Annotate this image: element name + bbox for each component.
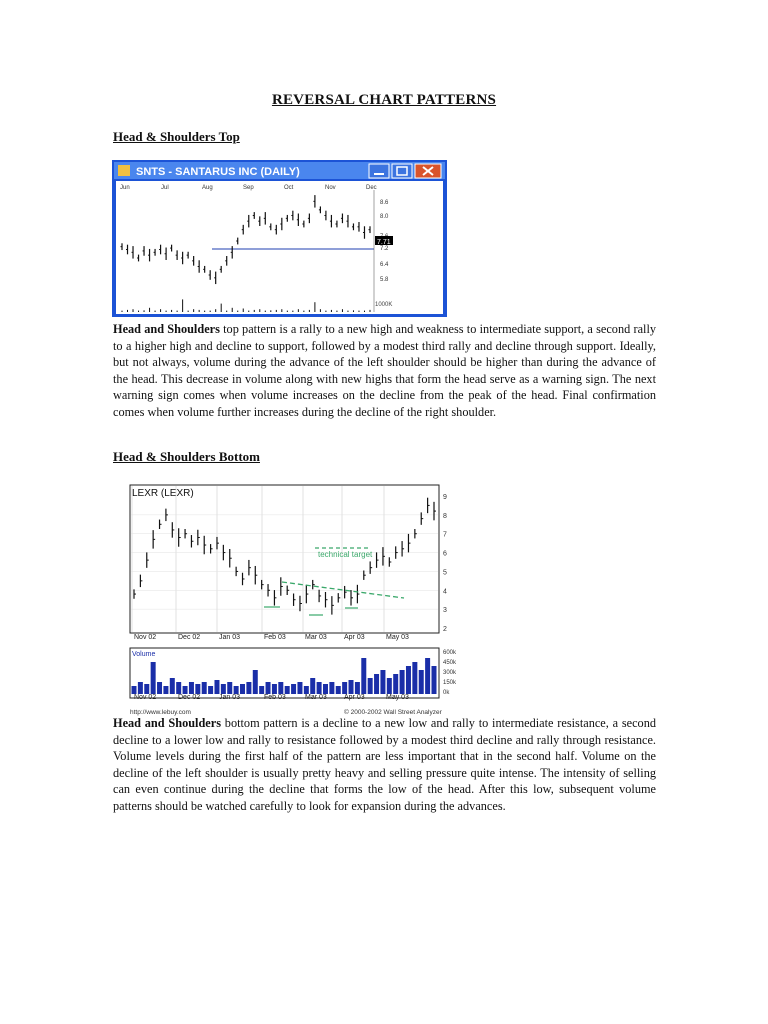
section-heading-bottom: Head & Shoulders Bottom [113,449,260,464]
volume-bar [406,666,411,694]
volume-title: Volume [132,651,156,658]
volume-bar [170,678,175,694]
volume-bar [412,662,417,694]
volume-bar [234,686,239,694]
y-tick-label: 3 [443,607,447,615]
month-label: Oct [284,185,294,191]
volume-bar [297,682,302,694]
lead-term: Head and Shoulders [113,716,222,730]
volume-bar [425,658,430,694]
paragraph-top [113,321,656,421]
y-tick-label: 7 [443,531,447,539]
month-label: Feb 03 [264,634,286,641]
y-tick-label: 8.6 [380,200,389,206]
last-price-label: 7.71 [377,239,391,246]
volume-bar [246,682,251,694]
document-title: REVERSAL CHART PATTERNS [271,92,497,108]
chart-source-left: http://www.lebuy.com [130,709,191,716]
volume-bar [374,674,379,694]
volume-bar [266,682,271,694]
volume-bar [400,670,405,694]
volume-bar [176,682,181,694]
volume-bar [419,670,424,694]
volume-bar [132,686,137,694]
chart-area [116,181,443,314]
volume-bar [195,684,200,694]
volume-bar [387,678,392,694]
volume-bar [393,674,398,694]
volume-bar [208,686,213,694]
lead-term: Head and Shoulders [113,322,220,336]
volume-bar [240,684,245,694]
volume-bar [157,682,162,694]
y-tick-label: 8.0 [380,214,389,220]
volume-bar [144,684,149,694]
month-label: Nov 02 [134,694,157,701]
volume-bar [380,670,385,694]
minimize-button[interactable] [369,164,389,178]
y-tick-label: 8 [443,512,447,520]
volume-bar [259,686,264,694]
volume-tick-label: 300k [443,670,457,676]
chart-source-right: © 2000-2002 Wall Street Analyzer [344,709,442,716]
target-annotation: technical target [318,550,373,559]
volume-bar [285,686,290,694]
month-label: Mar 03 [305,634,327,641]
volume-bar [304,686,309,694]
section-heading-top: Head & Shoulders Top [113,129,240,144]
y-tick-label: 5.8 [380,277,389,283]
app-icon [118,165,130,176]
paragraph-text: top pattern is a rally to a new high and weakness to intermediate support, a second rally to a higher high and decline to support, followed by a modest third rally and decline through support. Ideally, but not always, volume during the advance of the left shoulder should be higher than during the advance of the head. This decrease in volume along with new highs that form the head serve as a warning sign. The next warning sign comes when volume increases on the decline from the peak of the head. Final confirmation comes when volume further increases during the decline of the right shoulder. [113,322,657,419]
volume-tick-label: 450k [443,660,457,666]
month-label: Feb 03 [264,694,286,701]
month-label: Dec 02 [178,694,201,701]
volume-tick-label: 0k [443,690,450,696]
month-label: Jul [161,185,169,191]
month-label: Jun [120,185,130,191]
window-title: SNTS - SANTARUS INC (DAILY) [136,166,300,178]
volume-bar [272,684,277,694]
volume-bar [278,682,283,694]
lexr-chart [112,482,457,717]
month-label: May 03 [386,694,409,701]
window-controls [369,164,441,178]
volume-bar [138,682,143,694]
volume-bar [163,686,168,694]
y-tick-label: 4 [443,588,447,596]
volume-bar [355,682,360,694]
volume-bar [317,682,322,694]
volume-tick-label: 150k [443,680,457,686]
paragraph-text: bottom pattern is a decline to a new low and rally to intermediate resistance, a second decline to a lower low and rally to resistance followed by a modest third decline and rally through resistance. Volume levels during the first half of the pattern are less important that in the second half. Volume on the decline of the left shoulder is usually pretty heavy and selling pressure quite intense. The intensity of selling can even continue during the decline that forms the low of the head. After this low, subsequent volume patterns should be watched carefully to look for expansion during the advances. [113,716,656,813]
month-label: Apr 03 [344,634,365,641]
volume-scale-label: 1000K [375,302,393,308]
month-label: Aug [202,185,213,191]
volume-bar [202,682,207,694]
maximize-button[interactable] [392,164,412,178]
y-tick-label: 6 [443,550,447,558]
volume-bar [368,678,373,694]
volume-bar [361,658,366,694]
volume-bar [349,680,354,694]
month-label: Jan 03 [219,694,241,701]
volume-bar [189,682,194,694]
month-label: Dec 02 [178,634,201,641]
volume-tick-label: 600k [443,650,457,656]
month-label: Dec [366,185,377,191]
chart-title: LEXR (LEXR) [132,488,194,499]
volume-bar [342,682,347,694]
month-label: Jan 03 [219,634,241,641]
month-label: Nov 02 [134,634,157,641]
y-tick-label: 7.2 [380,246,389,252]
volume-bar [214,680,219,694]
month-label: Apr 03 [344,694,365,701]
snts-chart-window [112,160,447,317]
volume-bar [227,682,232,694]
volume-bar [151,662,156,694]
volume-bar [323,684,328,694]
volume-bar [432,666,437,694]
volume-bar [336,686,341,694]
volume-bar [310,678,315,694]
y-tick-label: 9 [443,494,447,501]
month-label: Nov [325,185,336,191]
month-label: Sep [243,185,254,191]
volume-bar [329,682,334,694]
volume-bar [253,670,258,694]
month-label: Mar 03 [305,694,327,701]
y-tick-label: 2 [443,626,447,633]
month-label: May 03 [386,634,409,641]
volume-bar [221,684,226,694]
y-tick-label: 6.4 [380,262,389,268]
price-panel [130,485,439,633]
paragraph-bottom [113,715,656,815]
volume-bar [183,686,188,694]
y-tick-label: 5 [443,569,447,577]
volume-bar [291,684,296,694]
